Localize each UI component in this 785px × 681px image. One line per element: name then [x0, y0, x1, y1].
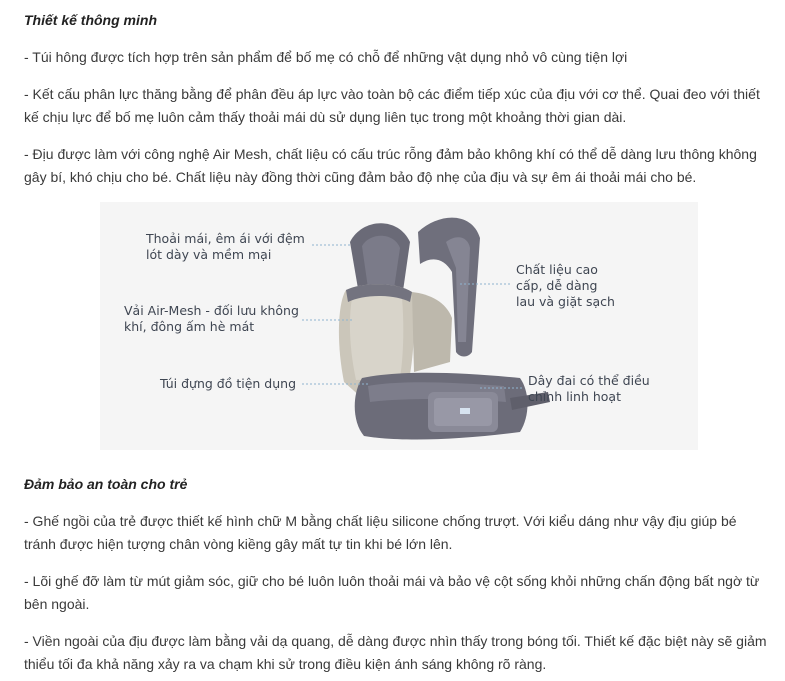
callout-comfort-line1: Thoải mái, êm ái với đệm — [146, 231, 305, 246]
callout-strap-line1: Dây đai có thể điều — [528, 373, 650, 388]
callout-material-line1: Chất liệu cao — [516, 262, 598, 277]
callout-mesh-line2: khí, đông ấm hè mát — [124, 319, 255, 334]
baby-carrier-figure — [100, 202, 698, 450]
callout-material-line2: cấp, dễ dàng — [516, 278, 598, 293]
paragraph-air-mesh: - Địu được làm với công nghệ Air Mesh, chất liệu có cấu trúc rỗng đảm bảo không khí có thể dễ dàng lưu thông không gây bí, khó chịu cho bé. Chất liệu này đồng thời cũng đảm bảo độ nhẹ của địu và sự êm ái thoải mái cho bé. — [24, 146, 757, 185]
callout-strap-line2: chỉnh linh hoạt — [528, 389, 621, 404]
baby-carrier-illustration — [100, 202, 698, 450]
paragraph-shock-foam: - Lõi ghế đỡ làm từ mút giảm sóc, giữ cho bé luôn luôn thoải mái và bảo vệ cột sống khỏi những chấn động bất ngờ từ bên ngoài. — [24, 573, 760, 612]
callout-material-line3: lau và giặt sạch — [516, 294, 615, 309]
callout-comfort-line2: lót dày và mềm mại — [146, 247, 272, 262]
paragraph-hip-pocket: - Túi hông được tích hợp trên sản phẩm để bố mẹ có chỗ để những vật dụng nhỏ vô cùng tiện lợi — [24, 49, 628, 65]
callout-mesh-line1: Vải Air-Mesh - đối lưu không — [124, 303, 299, 318]
paragraph-reflective-trim: - Viền ngoài của địu được làm bằng vải dạ quang, dễ dàng được nhìn thấy trong bóng tối. Thiết kế đặc biệt này sẽ giảm thiểu tối đa khả năng xảy ra va chạm khi sử trong điều kiện ánh sáng không rõ ràng. — [24, 633, 767, 672]
paragraph-m-seat: - Ghế ngồi của trẻ được thiết kế hình chữ M bằng chất liệu silicone chống trượt. Với kiểu dáng như vậy địu giúp bé tránh được hiện tượng chân vòng kiềng gây mất tự tin khi bé lớn lên. — [24, 513, 737, 552]
air-mesh-inner — [350, 294, 403, 381]
section-heading-smart-design: Thiết kế thông minh — [24, 12, 157, 28]
callout-pocket: Túi đựng đồ tiện dụng — [160, 376, 297, 391]
pocket-logo — [460, 408, 470, 414]
section-heading-child-safety: Đảm bảo an toàn cho trẻ — [24, 476, 188, 492]
paragraph-weight-distribution: - Kết cấu phân lực thăng bằng để phân đều áp lực vào toàn bộ các điểm tiếp xúc của địu với cơ thể. Quai đeo với thiết kế chịu lực để bố mẹ luôn cảm thấy thoải mái dù sử dụng liên tục trong một khoảng thời gian dài. — [24, 86, 760, 125]
